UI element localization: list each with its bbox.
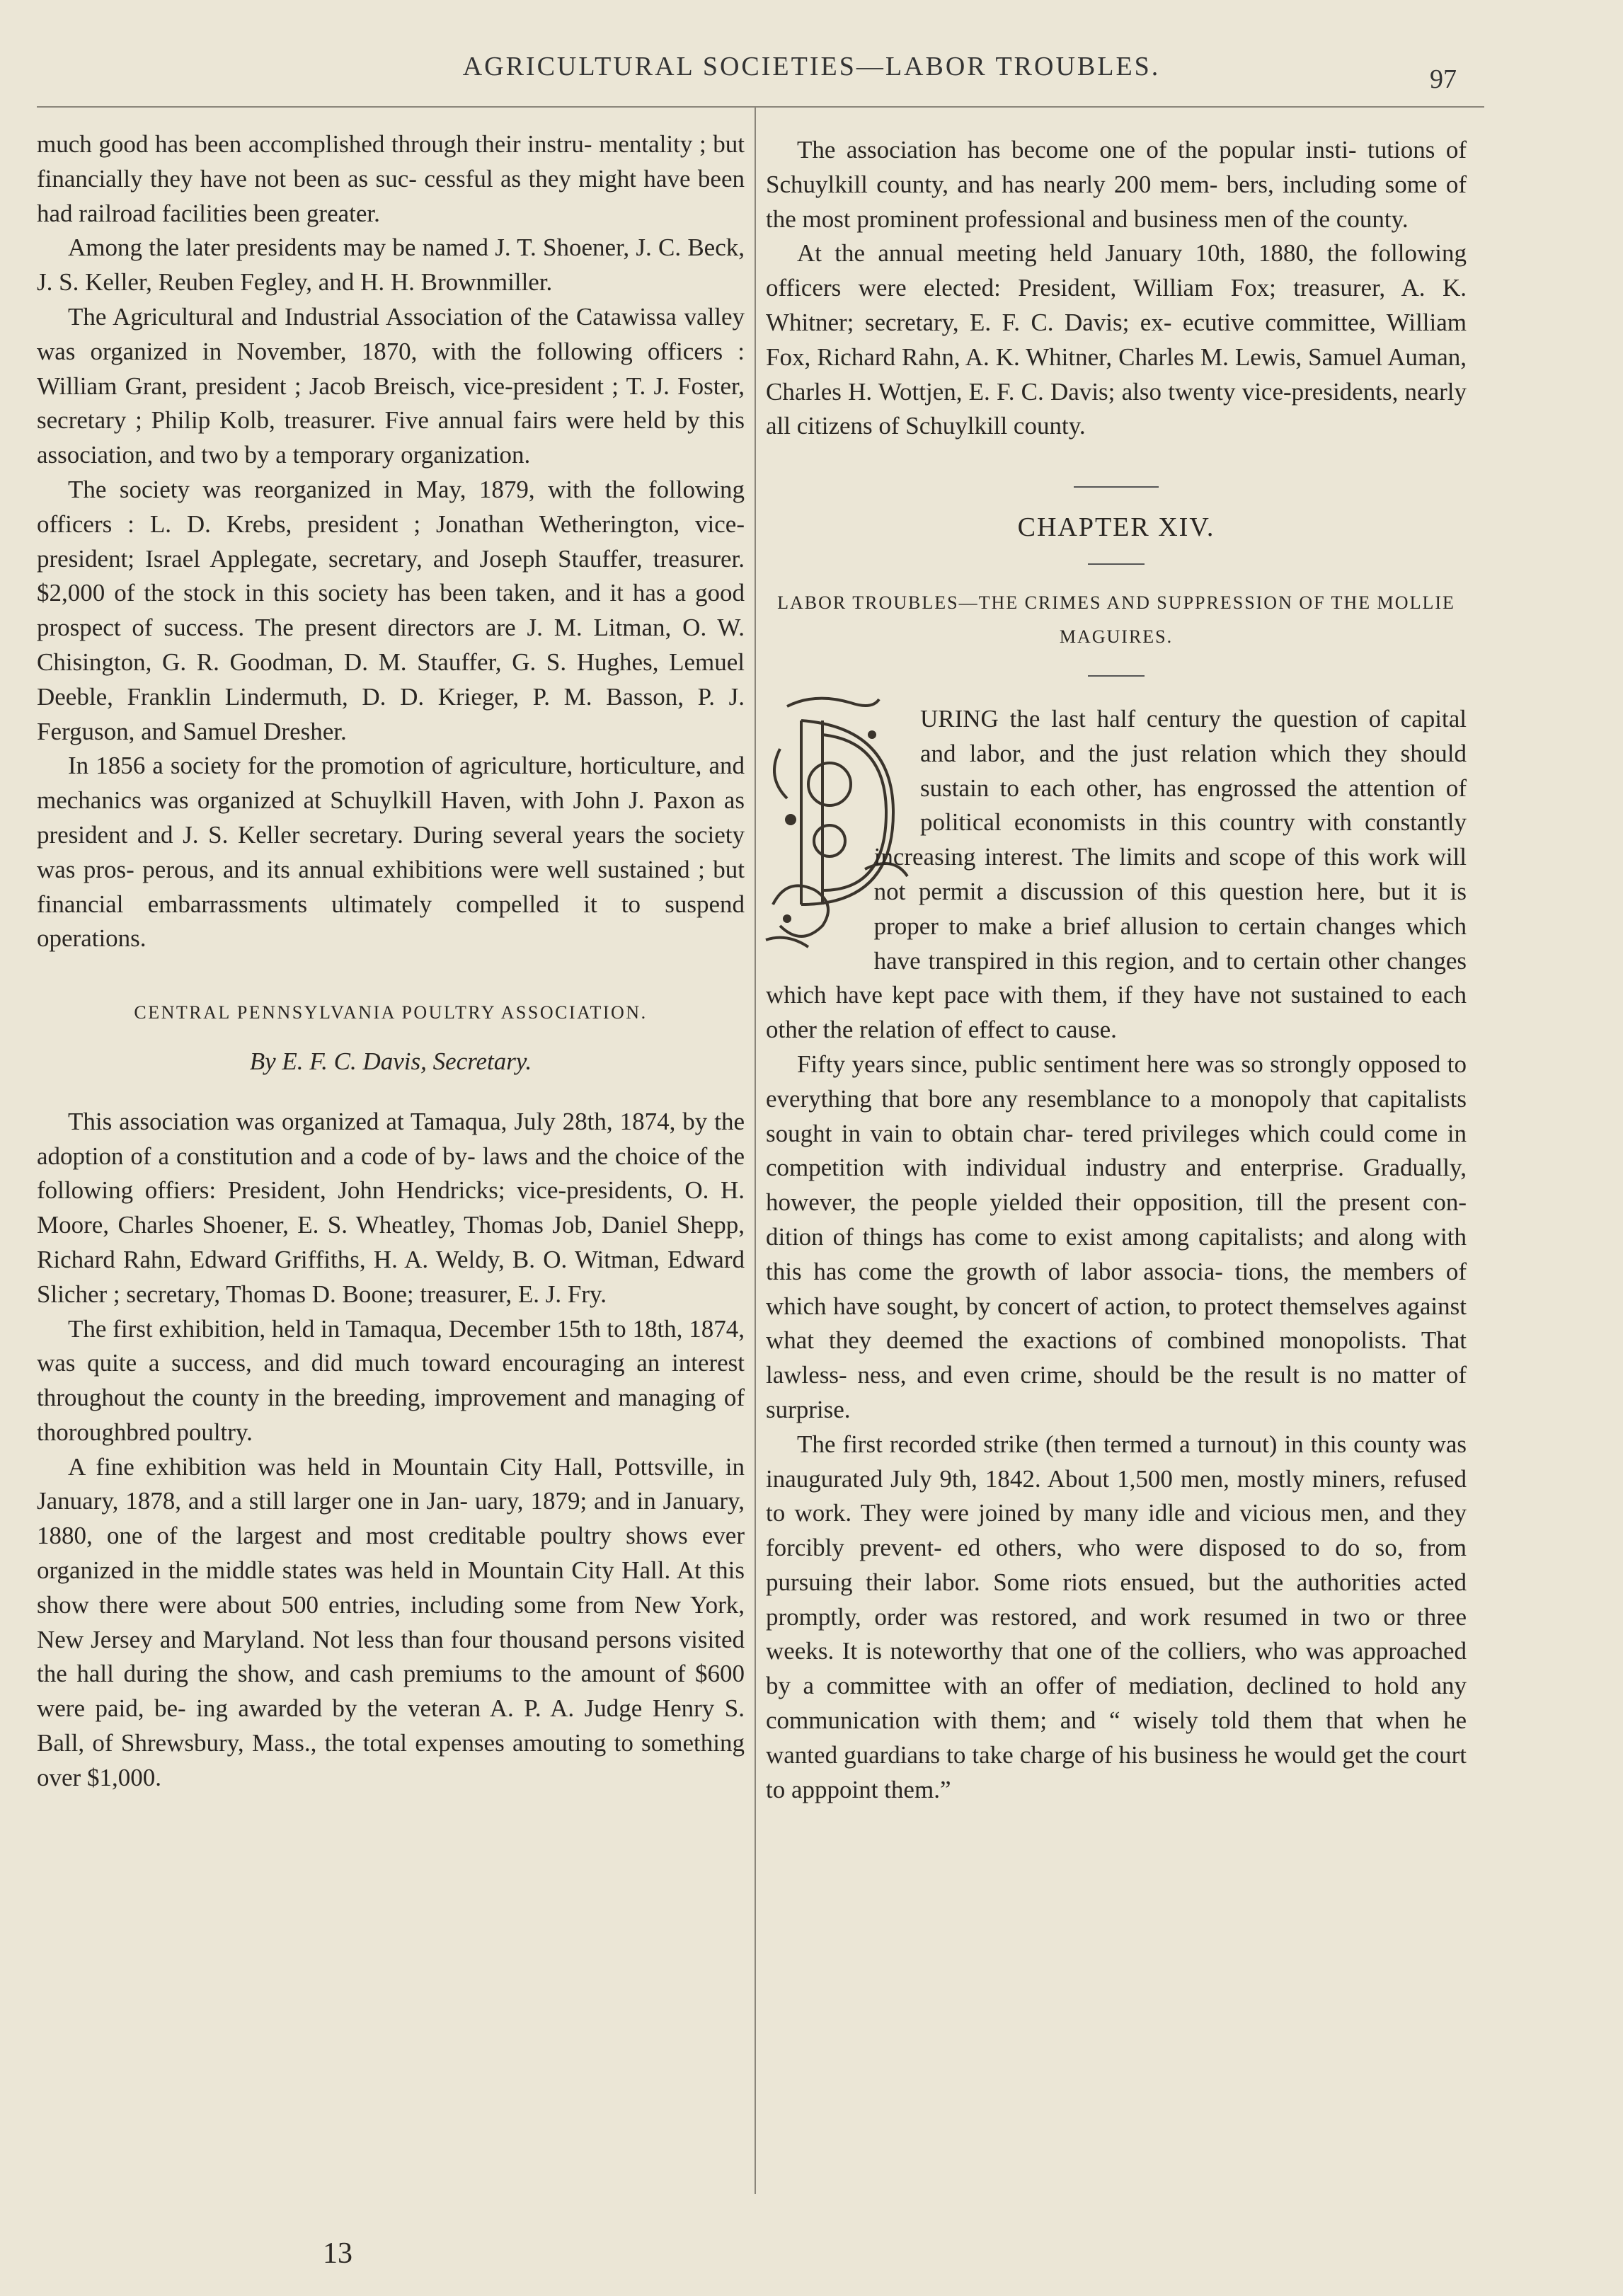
ornamental-rule <box>1074 486 1159 488</box>
paragraph: This association was organized at Tamaqua, July 28th, 1874, by the adoption of a constitution and a code of by- laws and the choice of the following offiers: President, John Hendricks; vice-presidents, O. H. Moore, Charles Shoener, E. S. Wheatley, Thomas Job, Daniel Shepp, Richard Rahn, Edward Griffiths, H. A. Weldy, B. O. Witman, Edward Slicher ; secretary, Thomas D. Boone; treasurer, E. J. Fry. <box>37 1107 745 1308</box>
paragraph: The society was reorganized in May, 1879, with the following officers : L. D. Krebs, president ; Jonathan Wetherington, vice-president; Israel Applegate, secretary, and Joseph Stauffer, treasurer. $2,000 of the stock in this society has been taken, and it has a good prospect of success. The present directors are J. M. Litman, O. W. Chisington, G. R. Goodman, D. M. Stauffer, G. S. Hughes, Lemuel Deeble, Franklin Lindermuth, D. D. Krieger, P. M. Basson, P. J. Ferguson, and Samuel Dresher. <box>37 475 745 745</box>
byline: By E. F. C. Davis, Secretary. <box>249 1047 532 1075</box>
ornamental-rule <box>1088 563 1145 565</box>
running-head: AGRICULTURAL SOCIETIES—LABOR TROUBLES. <box>462 52 1161 81</box>
signature-mark: 13 <box>323 2237 352 2270</box>
chapter-subtitle: LABOR TROUBLES—THE CRIMES AND SUPPRESSION OF THE MOLLIE MAGUIRES. <box>777 592 1455 647</box>
paragraph: The association has become one of the popular insti- tutions of Schuylkill county, and has nearly 200 mem- bers, including some of the most prominent professional and business men of the county. <box>766 136 1467 233</box>
opening-paragraph <box>766 702 1467 1047</box>
chapter-heading: CHAPTER XIV. <box>1017 512 1215 543</box>
paragraph: A fine exhibition was held in Mountain City Hall, Pottsville, in January, 1878, and a still larger one in Jan- uary, 1879; and in January, 1880, one of the largest and most creditable poultry shows ever organized in the middle states was held in Mountain City Hall. At this show there were about 500 entries, including some from New York, New Jersey and Maryland. Not less than four thousand persons visited the hall during the show, and cash premiums to the amount of $600 were paid, be- ing awarded by the veteran A. P. A. Judge Henry S. Ball, of Shrewsbury, Mass., the total expenses amouting to something over $1,000. <box>37 1452 745 1791</box>
header-rule <box>37 106 1484 108</box>
section-heading: CENTRAL PENNSYLVANIA POULTRY ASSOCIATION. <box>134 1002 648 1023</box>
paragraph: The Agricultural and Industrial Association of the Catawissa valley was organized in November, 1870, with the following officers : William Grant, president ; Jacob Breisch, vice-president ; T. J. Foster, secretary ; Philip Kolb, treasurer. Five annual fairs were held by this association, and two by a temporary organization. <box>37 302 745 469</box>
right-column <box>766 133 1467 1807</box>
paragraph: At the annual meeting held January 10th, 1880, the following officers were elected: President, William Fox; treasurer, A. K. Whitner; secretary, E. F. C. Davis; ex- ecutive committee, William Fox, Richard Rahn, A. K. Whitner, Charles M. Lewis, Samuel Auman, Charles H. Wottjen, E. F. C. Davis; also twenty vice-presidents, nearly all citizens of Schuylkill county. <box>766 239 1467 440</box>
paragraph: URING the last half century the question of capital and labor, and the just relation which they should sustain to each other, has engrossed the attention of political economists in this country with constantly increasing interest. The limits and scope of this work will not permit a discussion of this question here, but it is proper to make a brief allusion to certain changes which have transpired in this region, and to certain other changes which have kept pace with them, if they have not sustained to each other the relation of effect to cause. <box>766 704 1467 1044</box>
ornamental-rule <box>1088 675 1145 677</box>
paragraph: The first recorded strike (then termed a turnout) in this county was inaugurated July 9th, 1842. About 1,500 men, mostly miners, refused to work. They were joined by many idle and vicious men, and they forcibly prevent- ed others, who were disposed to do so, from pursuing their labor. Some riots ensued, but the authorities acted promptly, order was restored, and work resumed in two or three weeks. It is noteworthy that one of the colliers, who was approached by a committee with an offer of mediation, declined to hold any communication with them; and “ wisely told them that when he wanted guardians to take charge of his business he would get the court to apppoint them.” <box>766 1430 1467 1803</box>
paragraph: Among the later presidents may be named J. T. Shoener, J. C. Beck, J. S. Keller, Reuben Fegley, and H. H. Brownmiller. <box>37 234 745 297</box>
paragraph: much good has been accomplished through their instru- mentality ; but financially they have not been as suc- cessful as they might have been had railroad facilities been greater. <box>37 130 745 227</box>
paragraph: In 1856 a society for the promotion of agriculture, horticulture, and mechanics was organized at Schuylkill Haven, with John J. Paxon as president and J. S. Keller secretary. During several years the society was pros- perous, and its annual exhibitions were well sustained ; but financial embarrassments ultimately compelled it to suspend operations. <box>37 752 745 953</box>
paragraph: Fifty years since, public sentiment here was so strongly opposed to everything that bore any resemblance to a monopoly that capitalists sought in vain to obtain char- tered privileges which could come in competition with individual industry and enterprise. Gradually, however, the people yielded their opposition, till the present con- dition of things has come to exist among capitalists; and along with this has come the growth of labor associa- tions, the members of which have sought, by concert of action, to protect themselves against what they deemed the exactions of combined monopolists. That lawless- ness, and even crime, should be the result is no matter of surprise. <box>766 1050 1467 1423</box>
paragraph: The first exhibition, held in Tamaqua, December 15th to 18th, 1874, was quite a success, and did much toward encouraging an interest throughout the county in the breeding, improvement and managing of thoroughbred poultry. <box>37 1314 745 1446</box>
left-column <box>37 127 745 1796</box>
column-divider <box>755 106 756 2194</box>
page-number: 97 <box>1430 64 1457 94</box>
